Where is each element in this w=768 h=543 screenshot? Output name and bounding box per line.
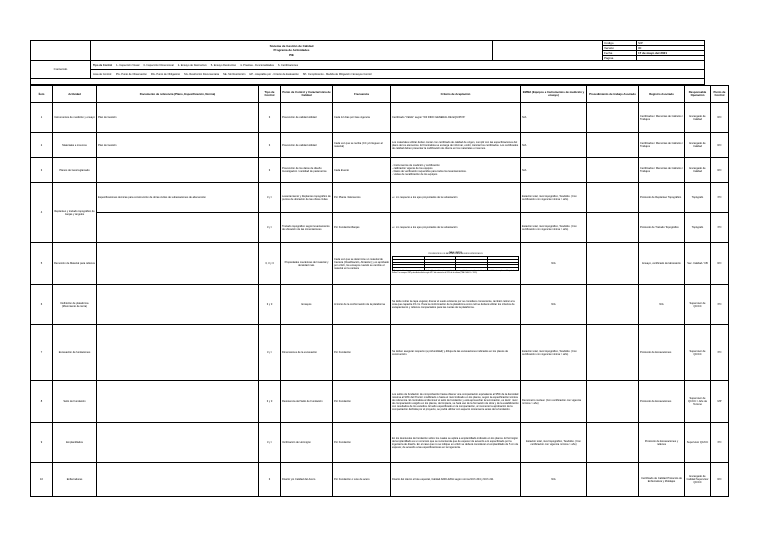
gradation-cell: 0-15 [487, 268, 519, 271]
cell-tipo: 3 y r [259, 213, 281, 243]
gradation-title: TABLA 1 (MTC E) [448, 252, 462, 254]
cell-tipo: 3 y 3 [259, 381, 281, 423]
table-row [31, 213, 729, 243]
cell-punto: Resistencia del Sello de Fundación [281, 381, 333, 423]
cell-emma: Estación total, nivel topográfico, Teodolito. (Con certificación con vigencia mínima > año) [521, 183, 587, 213]
area-option: HP - Aceptable por - Criterio de Evaluación [249, 72, 299, 76]
cell-punto: Prevención de calidad utilidad [281, 133, 333, 158]
cell-tipo: 3 [259, 158, 281, 183]
cell-tipo: 3 y 3 [259, 285, 281, 325]
gradation-cell: 100 [456, 259, 488, 262]
col-control: Punto de Control [711, 86, 729, 103]
cell-responsable: Topógrafo [685, 183, 711, 213]
cell-responsable: Encargado de Calidad [685, 103, 711, 133]
cell-documento: Plan de Gestión [97, 103, 259, 133]
cell-procedimiento [587, 285, 639, 325]
gradation-cell: 0-10 [456, 268, 488, 271]
type-option: 3- Inspección Dimensional [143, 63, 174, 67]
cell-actividad: Remoción de Material para rellenos [53, 243, 97, 285]
meta-value-2: 17 de mayo del 2021 [637, 51, 705, 56]
cell-documento [97, 243, 259, 285]
cell-item: 8 [31, 381, 53, 423]
cell-responsable: Supervisor de QC/CC [685, 325, 711, 381]
cell-actividad: Materiales e insumos [53, 133, 97, 158]
cell-emma: Estación total, nivel topográfico, Teodolito. (Con certificación con vigencia mínima > año) [521, 213, 587, 243]
gradation-cell: 100 [487, 259, 519, 262]
cell-item: 2 [31, 133, 53, 158]
meta-label-1: Versión [603, 46, 637, 51]
header-table [30, 40, 705, 85]
spacer-row [31, 79, 705, 85]
cell-documento [97, 158, 259, 183]
cell-item: 5 [31, 243, 53, 285]
cell-responsable: Supervisor de QC/CC / Jefe de Terreno [685, 381, 711, 423]
gradation-subtitle: PROGRESIÓN DE LOS MATERIALES PARA RELLENOS ESPECIFICADOS [428, 254, 483, 256]
title-line-3: PIE [289, 52, 294, 57]
cell-actividad: Sello de Fundación [53, 381, 97, 423]
gradation-cell: N°4 [393, 265, 425, 268]
cell-frecuencia: Cada 12 días por fase vigencia [333, 103, 391, 133]
gradation-table [392, 256, 519, 271]
cell-punto: Verificación de Hormigón [281, 423, 333, 463]
meta-value-0: SIP [637, 41, 705, 46]
table-row [31, 158, 729, 183]
gradation-header: RELLENO RESTRICCIÓN [487, 257, 519, 260]
cell-frecuencia: Cada vez que se reciba (CC y/o lleguen al material) [333, 133, 391, 158]
cell-criterio: Se debe retirar la capa vegetal, drenar el suelo existente por se considere conveniente, también retirar a la cota que capacite 15 cm. Para la conformación de la plataforma como rell se deberá utilizar los criterios de escapamiento y rellenos compactados para las cuotas de la plataforma. [391, 285, 521, 325]
table-row [31, 463, 729, 497]
area-option: Área de Control: [93, 72, 112, 76]
cell-procedimiento [587, 183, 639, 213]
cell-registro: Protocolo de Replanteo Topográfico [639, 183, 685, 213]
blank-logo-cell [31, 41, 91, 61]
cell-control: PO [711, 285, 729, 325]
area-option: SP- Cumplimiento - Medida de Mitigación / Ensayos Control [302, 72, 372, 76]
table-row [31, 381, 729, 423]
type-option: 2- Ensayo de Destructivo [177, 63, 207, 67]
cell-documento [97, 423, 259, 463]
col-frecuencia: Frecuencia [333, 86, 391, 103]
cell-criterio-gradation [391, 243, 521, 285]
cell-procedimiento [587, 423, 639, 463]
cell-responsable: Sec. Calidad / CB [685, 243, 711, 285]
gradation-cell: 0-15 [424, 268, 456, 271]
cell-emma: Densímetro nuclear. (Con certificación con vigencia mínima > año) [521, 381, 587, 423]
cell-punto: Levantamiento y Replanteo topográfico de puntos de ubicación de las obras civiles [281, 183, 333, 213]
type-option: 1- Inspección Visual [116, 63, 140, 67]
cell-criterio: Diseño del Hierro el lote especial, Calidad A630-420H según norma NCh 204 y NCh 211 [391, 463, 521, 497]
cell-criterio: Certificado "Válido" según "0/0 INDO GENERAL DE EQUIPOS" [391, 103, 521, 133]
cell-punto: Propiedades mecánicas del material y densidad máx. [281, 243, 333, 285]
cell-tipo: 3, 3 y 3 [259, 243, 281, 285]
cell-documento [97, 325, 259, 381]
cell-control: PO [711, 213, 729, 243]
types-row-1 [91, 64, 300, 67]
cell-registro: N/A [639, 285, 685, 325]
types-row-2 [91, 73, 374, 76]
col-procedimiento: Procedimiento de trabajo Asociado [587, 86, 639, 103]
title-line-1: Sistema de Gestión de Calidad [269, 44, 314, 49]
cell-item: 10 [31, 463, 53, 497]
cell-registro: Certificados / Memorias de Cálculos / Trabajos [639, 158, 685, 183]
column-header-row [31, 86, 729, 103]
cell-criterio: - Instrumentos de medición y certificación - calibración vigente de los equipos - Datos de verificación requeridos para todos los levantamientos. - visitas de recalibración de los equipos [391, 158, 521, 183]
cell-criterio: +/- cm respecto a los ejes proyectados de la subestación [391, 183, 521, 213]
cell-control: MP [711, 381, 729, 423]
type-option: 4- Pruebas - Funcionalidades [240, 63, 274, 67]
gradation-cell: 30-60 [424, 265, 456, 268]
cell-tipo: 3 y r [259, 183, 281, 213]
cell-responsable: Topógrafo [685, 213, 711, 243]
meta-value-1: 00 [637, 46, 705, 51]
cell-tipo: 3 [259, 463, 281, 497]
activities-table [30, 85, 729, 497]
gradation-cell: 1 1/2" [393, 262, 425, 265]
cell-tipo: 3 y r [259, 423, 281, 463]
cell-documento [97, 463, 259, 497]
cell-documento [97, 285, 259, 325]
area-option: RG- Punto de Obligatorio [150, 72, 181, 76]
cell-actividad: Excavación de fundaciones [53, 325, 97, 381]
title-line-2: Programa de Actividades [273, 48, 310, 53]
cell-responsable: Supervisor de QC/CC [685, 285, 711, 325]
table-row [31, 133, 729, 158]
cell-procedimiento [587, 463, 639, 497]
cell-registro: Protocolo de Excavaciones y rellenos [639, 423, 685, 463]
cell-procedimiento [587, 213, 639, 243]
cell-frecuencia: Al inicio de la conformación de la plataforma [333, 285, 391, 325]
cell-responsable: Supervisor QC/CC [685, 423, 711, 463]
table-row [31, 423, 729, 463]
gradation-header: RELLENO ESTRUCTURAL [456, 257, 488, 260]
cell-tipo: 3 [259, 103, 281, 133]
col-registro: Registro Asociado [639, 86, 685, 103]
cell-procedimiento [587, 103, 639, 133]
cell-punto: Dimensiones de la excavación [281, 325, 333, 381]
area-option: PG- Punto de Observación [115, 72, 147, 76]
gradation-cell: 3" [393, 259, 425, 262]
col-emma: EMMA (Equipos e Instrumentos de medición y ensayo) [521, 86, 587, 103]
gradation-cell: - [487, 265, 519, 268]
cell-emma: Estación total, nivel topográfico, Teodolito. (Con certificación con vigencia mínima > año) [521, 423, 587, 463]
cell-frecuencia: Por Fundación [333, 423, 391, 463]
cell-frecuencia: Cada Evento [333, 158, 391, 183]
cell-emma: N/A [521, 285, 587, 325]
cell-control: RO [711, 133, 729, 158]
cell-procedimiento [587, 243, 639, 285]
cell-item: 7 [31, 325, 53, 381]
cell-criterio: +/- cm respecto a los ejes proyectados de la subestación [391, 213, 521, 243]
cell-registro: Certificado de Calidad Protocolo de Enfierradura y Moldajes [639, 463, 685, 497]
col-documento: Documento de referencia (Plano, Especificación, Norma) [97, 86, 259, 103]
cell-control: PO [711, 423, 729, 463]
type-option: Tipo de Control [93, 63, 113, 67]
cell-frecuencia: Por Fundación [333, 381, 391, 423]
cell-item: 3 [31, 158, 53, 183]
cell-emma: N/A [521, 103, 587, 133]
cell-actividad: Replanteo y trazado topográfico de zanjas y ángulos [53, 183, 97, 243]
area-option: SE- Sin Restricción [223, 72, 246, 76]
cell-responsable: Encargado de Calidad [685, 158, 711, 183]
table-row [31, 243, 729, 285]
cell-control: RO [711, 103, 729, 133]
cell-frecuencia: Por Fundación o Lote de acero [333, 463, 391, 497]
cell-documento [97, 213, 259, 243]
type-option: 6- Certificaciones [277, 63, 299, 67]
gradation-cell: - [487, 262, 519, 265]
gradation-cell: 30-70 [456, 265, 488, 268]
contenido-label: Contenido [31, 61, 91, 79]
cell-criterio: En los desniveles de fundación sobre los cuales se aplica a emplantillado indicado en los planos. El hormigón del emplantillado es un concreto que se recomienda que de espesor de acuerdo a lo especificado por la ingeniería de diseño. En el caso que no se indique en el EC se deberá considerar el emplantillado de 5 cm de espesor, de acuerdo a las especificaciones en la ingeniería. [391, 423, 521, 463]
cell-responsable: Encargado de Calidad [685, 133, 711, 158]
cell-registro: Ensayo, certificado de laboratorio [639, 243, 685, 285]
area-option: SG- Restricción Documentaria [184, 72, 220, 76]
table-row [31, 183, 729, 213]
cell-frecuencia: Por Fundación/Zanjas [333, 213, 391, 243]
table-row [31, 103, 729, 133]
cell-procedimiento [587, 325, 639, 381]
col-criterio: Criterio de Aceptación [391, 86, 521, 103]
meta-label-3: Página [603, 56, 637, 61]
cell-item: 1 [31, 103, 53, 133]
cell-tipo: 3 y r [259, 325, 281, 381]
cell-punto: Trazado topográfico según levantamiento de ubicación de las cimentaciones [281, 213, 333, 243]
cell-control: RO [711, 463, 729, 497]
col-item: Ítem [31, 86, 53, 103]
cell-item: 6 [31, 285, 53, 325]
cell-registro: Protocolo de Excavaciones [639, 381, 685, 423]
cell-control: PO [711, 183, 729, 213]
cell-actividad: Definición de plataforma (Movimiento de tierra) [53, 285, 97, 325]
gradation-note: El Contratista deberá asegurarse que las propiedades del material tiene la capacidad de capa vegetal de los materiales extraídos, el material deberá cumplir con: Propiedades de Relleno* los ensayos CBR y densidad máxima según MTC del material es de 95% de la máxima (TBA / RA-01-1 / 2020). [392, 270, 518, 274]
cell-punto: Prevención de calidad utilidad [281, 103, 333, 133]
cell-tipo: 3 [259, 133, 281, 158]
cell-actividad: Enfierraduras [53, 463, 97, 497]
cell-procedimiento [587, 381, 639, 423]
cell-punto: Ensayos [281, 285, 333, 325]
cell-punto: Prevención de los datos de diseño Investigación / cantidad de parámetros [281, 158, 333, 183]
cell-criterio: Se deben asegurar respecto (a profundidad) y dibuja de las excavaciones indicados en los planos de construcción. [391, 325, 521, 381]
gradation-cell: N°200 [393, 268, 425, 271]
cell-control: RO [711, 243, 729, 285]
cell-documento: Especificaciones técnicas para construcción de obras civiles de subestaciones de alta tensión [97, 183, 259, 213]
table-row [31, 285, 729, 325]
cell-item: 4 [31, 183, 53, 243]
cell-emma: N/A [521, 463, 587, 497]
cell-procedimiento [587, 133, 639, 158]
cell-emma: Estación total, nivel topográfico, Teodolito. (Con certificación con vigencia mínima > año) [521, 325, 587, 381]
cell-actividad: Instrumentos de medición y ensayo [53, 103, 97, 133]
type-option: 5- Ensayo Destructivo [210, 63, 237, 67]
cell-registro: Certificados / Memorias de Cálculos / Trabajos [639, 103, 685, 133]
cell-punto: Diseño y/o Calidad del Acero [281, 463, 333, 497]
cell-responsable: Encargado de Calidad Supervisor QC/CC [685, 463, 711, 497]
gradation-cell: 75-100 [424, 262, 456, 265]
table-row [31, 325, 729, 381]
meta-label-2: Fecha [603, 51, 637, 56]
cell-registro: Protocolo de Trazado Topográfico [639, 213, 685, 243]
col-actividad: Actividad [53, 86, 97, 103]
cell-frecuencia: Por Fundación [333, 325, 391, 381]
cell-registro: Protocolo de Excavaciones [639, 325, 685, 381]
cell-emma: N/A [521, 158, 587, 183]
cell-item: 9 [31, 423, 53, 463]
meta-label-0: Código [603, 41, 637, 46]
blank-title-side [493, 41, 603, 61]
cell-frecuencia: Cada vez que se determine un material de Cantera (Clasificación, Abrasión) y es aprobado por el EC, los ensayos cuando se cambie el material en la cantera [333, 243, 391, 285]
cell-criterio: Los sellos de fundación de comprobación hasta obtener una compactación equivalente al 95% de la densidad máxima al 90% del Proctor modificado o hasta el nivel indicado en los planos, según la especificación técnica de referencia. El contratista al disminuir el sello de fundación y está aprovechar la terminación, es decir: nivel de compactación exigido en los planos, de limpieza, se hará uso de la formación de obra y de la estabilización con resultados de los estudios. El sello especificado en la compactación, al momento la aprobación de la compactación definida por el proyecto, se podrá utilizar con aspecto únicamente antes de la fundación. [391, 381, 521, 423]
gradation-cell: 70-100 [456, 262, 488, 265]
cell-procedimiento [587, 158, 639, 183]
cell-documento [97, 381, 259, 423]
col-punto: Punto de Control y Característica de Calidad [281, 86, 333, 103]
col-tipo: Tipo de Control [259, 86, 281, 103]
cell-documento: Plan de Gestión [97, 133, 259, 158]
cell-criterio: Los materiales utilizar deben contar con certificado de calidad de origen, cumplir con las especificaciones del plano de los elementos. El Contratista se encarga de informar, emitir, tramitar los certificados. Los certificados de calidad deben presentar la codificación de cliente en los materiales e insumos. [391, 133, 521, 158]
cell-control: RO [711, 158, 729, 183]
pie-sheet [30, 40, 726, 497]
cell-emma: N/A [521, 133, 587, 158]
cell-actividad: Emplantillados [53, 423, 97, 463]
cell-control: PO [711, 325, 729, 381]
gradation-header: PRODUCTO NATURAL [424, 257, 456, 260]
cell-frecuencia: Por Planta / Elementos [333, 183, 391, 213]
cell-emma: N/A [521, 243, 587, 285]
document-title [91, 41, 493, 61]
gradation-cell: 100 [424, 259, 456, 262]
col-responsable: Responsable Operación [685, 86, 711, 103]
cell-registro: Certificados / Memorias de Cálculos / Trabajos [639, 133, 685, 158]
cell-actividad: Planos de Georreglamado [53, 158, 97, 183]
